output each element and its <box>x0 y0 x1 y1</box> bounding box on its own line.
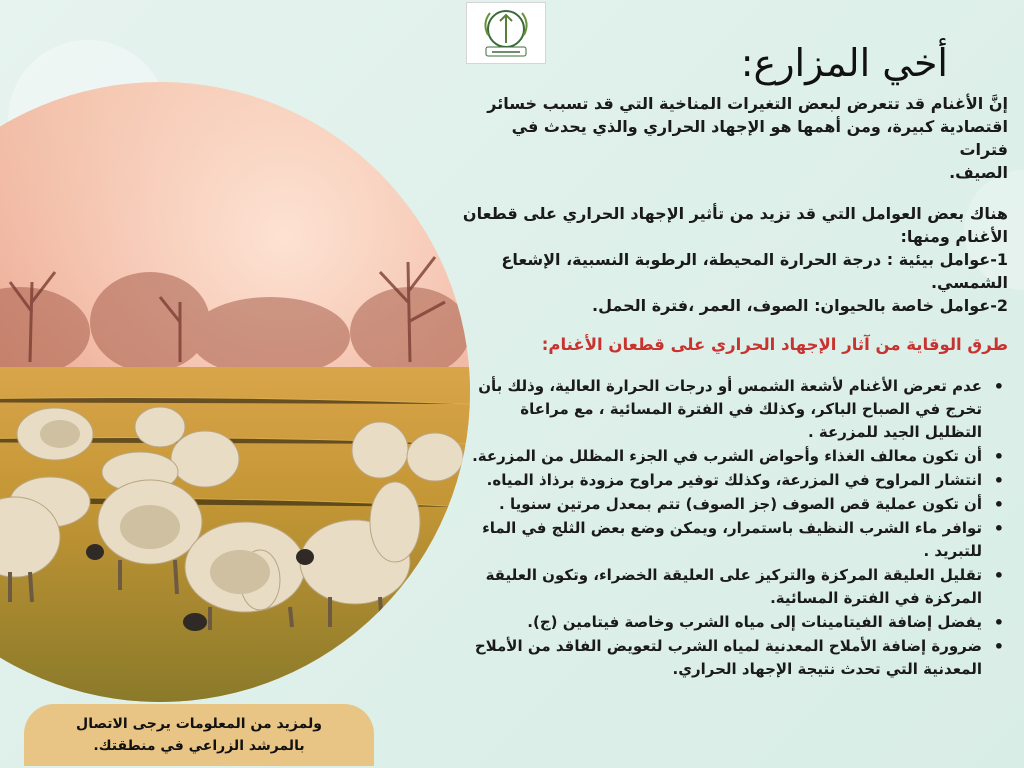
list-item: • أن تكون معالف الغذاء وأحواض الشرب في الجزء المظلل من المزرعة. <box>460 445 982 468</box>
list-item: • انتشار المراوح في المزرعة، وكذلك توفير مراوح مزودة برذاذ المياه. <box>460 469 982 492</box>
intro-line: اقتصادية كبيرة، ومن أهمها هو الإجهاد الحراري والذي يحدث في فترات <box>511 117 1008 159</box>
factors-paragraph <box>460 202 1008 317</box>
article-content <box>460 38 1008 682</box>
contact-line: بالمرشد الزراعي في منطقتك. <box>93 738 305 754</box>
list-item: • توافر ماء الشرب النظيف باستمرار، ويمكن وضع بعض الثلج في الماء للتبريد . <box>460 517 982 563</box>
list-item: • يفضل إضافة الفيتامينات إلى مياه الشرب وخاصة فيتامين (ج). <box>460 611 982 634</box>
page-title: أخي المزارع: <box>740 41 948 85</box>
factors-line: الشمسي. <box>930 273 1008 292</box>
factors-line: هناك بعض العوامل التي قد تزيد من تأثير الإجهاد الحراري على قطعان <box>462 204 1008 223</box>
contact-line: ولمزيد من المعلومات يرجى الاتصال <box>76 716 322 732</box>
contact-box <box>24 704 374 766</box>
list-item: • ضرورة إضافة الأملاح المعدنية لمياه الشرب لتعويض الفاقد من الأملاح المعدنية التي تحدث نتيجة الإجهاد الحراري. <box>460 635 982 681</box>
list-item: • تقليل العليقة المركزة والتركيز على العليقة الخضراء، وتكون العليقة المركزة في الفترة المسائية. <box>460 564 982 610</box>
factors-line: الأغنام ومنها: <box>900 227 1008 246</box>
sheep-photo <box>0 82 470 702</box>
factors-line: 2-عوامل خاصة بالحيوان: الصوف، العمر ،فترة الحمل. <box>592 296 1008 315</box>
factors-line: 1-عوامل بيئية : درجة الحرارة المحيطة، الرطوبة النسبية، الإشعاع <box>501 250 1008 269</box>
list-item: • عدم تعرض الأغنام لأشعة الشمس أو درجات الحرارة العالية، وذلك بأن تخرج في الصباح الباكر، وكذلك في الفترة المسائية ، مع مراعاة التظليل الجيد للمزرعة . <box>460 375 982 444</box>
intro-line: إنَّ الأغنام قد تتعرض لبعض التغيرات المناخية التي قد تسبب خسائر <box>487 94 1008 113</box>
intro-paragraph <box>460 92 1008 184</box>
prevention-list <box>460 375 1008 681</box>
intro-line: الصيف. <box>949 163 1008 182</box>
list-item: • أن تكون عملية قص الصوف (جز الصوف) تتم بمعدل مرتين سنويا . <box>460 493 982 516</box>
prevention-title: طرق الوقاية من آثار الإجهاد الحراري على قطعان الأغنام: <box>541 335 1008 354</box>
